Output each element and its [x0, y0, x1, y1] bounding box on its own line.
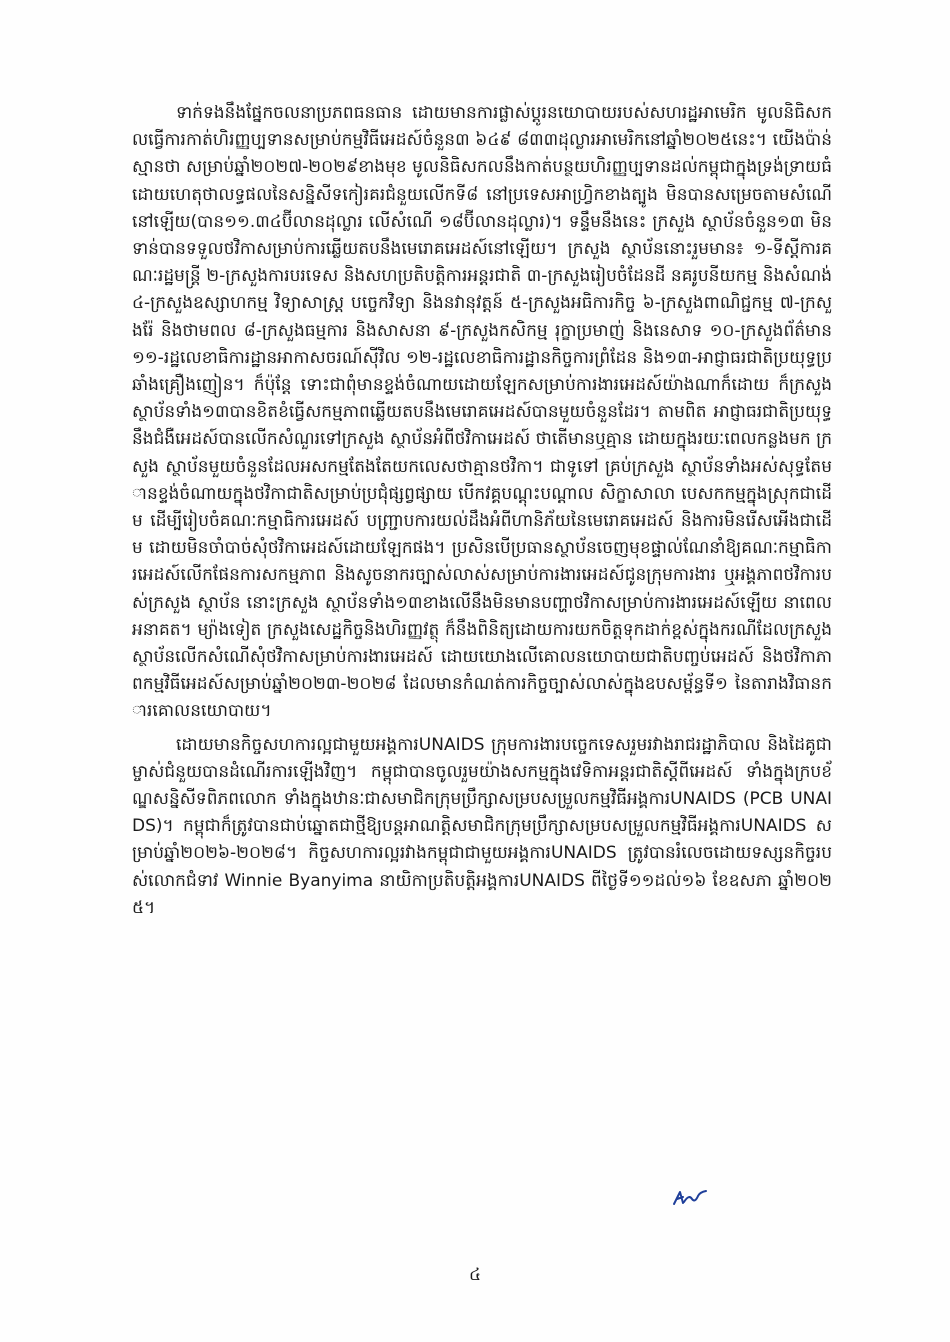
- page-number: ៤: [468, 1265, 482, 1285]
- paragraph-resource-mobilization: ទាក់ទងនឹងផ្នែកចលនាប្រភពធនធាន ដោយមានការផ្លាស់ប្តូរនយោបាយរបស់សហរដ្ឋអាមេរិក មូលនិធិសកលធ្វើការកាត់ហិរញ្ញប្បទានសម្រាប់កម្មវិធីអេដស៍ចំនួន៣ ៦៤៩ ៨៣៣ដុល្លារអាមេរិកនៅឆ្នាំ២០២៥នេះ។ យើងប៉ាន់ស្មានថា សម្រាប់ឆ្នាំ២០២៧-២០២៩ខាងមុខ មូលនិធិសកលនឹងកាត់បន្ថយហិរញ្ញប្បទានដល់កម្ពុជាក្នុងទ្រង់ទ្រាយធំ ដោយហេតុថាលទ្ធផលនៃសន្និសីទកៀរគរជំនួយលើកទី៨ នៅប្រទេសអាហ្វ្រិកខាងត្បូង មិនបានសម្រេចតាមសំណើនៅឡើយ(បាន១១.៣៤ប៊ីលានដុល្លារ លើសំណើ ១៨ប៊ីលានដុល្លារ)។ ទន្ទឹមនឹងនេះ ក្រសួង ស្ថាប័នចំនួន១៣ មិនទាន់បានទទួលថវិកាសម្រាប់ការឆ្លើយតបនឹងមេរោគអេដស៍នៅឡើយ។ ក្រសួង ស្ថាប័ននោះរួមមាន៖ ១-ទីស្តីការគណៈរដ្ឋមន្ត្រី ២-ក្រសួងការបរទេស និងសហប្រតិបត្តិការអន្តរជាតិ ៣-ក្រសួងរៀបចំដែនដី នគរូបនីយកម្ម និងសំណង់ ៤-ក្រសួងឧស្សាហកម្ម វិទ្យាសាស្ត្រ បច្ចេកវិទ្យា និងនវានុវត្តន៍ ៥-ក្រសួងអធិការកិច្ច ៦-ក្រសួងពាណិជ្ជកម្ម ៧-ក្រសួងរ៉ែ និងថាមពល ៨-ក្រសួងធម្មការ និងសាសនា ៩-ក្រសួងកសិកម្ម រុក្ខាប្រមាញ់ និងនេសាទ ១០-ក្រសួងព័ត៌មាន ១១-រដ្ឋលេខាធិការដ្ឋានអាកាសចរណ៍ស៊ីវិល ១២-រដ្ឋលេខាធិការដ្ឋានកិច្ចការព្រំដែន និង១៣-អាជ្ញាធរជាតិប្រយុទ្ធប្រឆាំងគ្រឿងញៀន។ ក៏ប៉ុន្តែ ទោះជាពុំមានខ្ទង់ចំណាយដោយឡែកសម្រាប់ការងារអេដស៍យ៉ាងណាក៏ដោយ ក៏ក្រសួង ស្ថាប័នទាំង១៣បានខិតខំធ្វើសកម្មភាពឆ្លើយតបនឹងមេរោគអេដស៍បានមួយចំនួនដែរ។ តាមពិត អាជ្ញាធរជាតិប្រយុទ្ធនឹងជំងឺអេដស៍បានលើកសំណួរទៅក្រសួង ស្ថាប័នអំពីថវិកាអេដស៍ ថាតើមានឬគ្មាន ដោយក្នុងរយៈពេលកន្លងមក ក្រសួង ស្ថាប័នមួយចំនួនដែលអសកម្មតែងតែយកលេសថាគ្មានថវិកា។ ជាទូទៅ គ្រប់ក្រសួង ស្ថាប័នទាំងអស់សុទ្ធតែមានខ្ទង់ចំណាយក្នុងថវិកាជាតិសម្រាប់ប្រជុំផ្សព្វផ្សាយ បើកវគ្គបណ្តុះបណ្តាល សិក្ខាសាលា បេសកកម្មក្នុងស្រុកជាដើម ដើម្បីរៀបចំគណៈកម្មាធិការអេដស៍ បញ្ជ្រាបការយល់ដឹងអំពីហានិភ័យនៃមេរោគអេដស៍ និងការមិនរើសអើងជាដើម ដោយមិនចាំបាច់សុំថវិកាអេដស៍ដោយឡែកផង។ ប្រសិនបើប្រធានស្ថាប័នចេញមុខផ្ទាល់ណែនាំឱ្យគណៈកម្មាធិការអេដស៍លើកផែនការសកម្មភាព និងសូចនាករច្បាស់លាស់សម្រាប់ការងារអេដស៍ជូនក្រុមការងារ ឬអង្គភាពថវិការបស់ក្រសួង ស្ថាប័ន នោះក្រសួង ស្ថាប័នទាំង១៣ខាងលើនឹងមិនមានបញ្ហាថវិកាសម្រាប់ការងារអេដស៍ឡើយ នាពេលអនាគត។ ម្យ៉ាងទៀត ក្រសួងសេដ្ឋកិច្ចនិងហិរញ្ញវត្ថុ ក៏នឹងពិនិត្យដោយការយកចិត្តទុកដាក់ខ្ពស់ក្នុងករណីដែលក្រសួង ស្ថាប័នលើកសំណើសុំថវិកាសម្រាប់ការងារអេដស៍ ដោយយោងលើគោលនយោបាយជាតិបញ្ចប់អេដស៍ និងថវិកាភាពកម្មវិធីអេដស៍សម្រាប់ឆ្នាំ២០២៣-២០២៨ ដែលមានកំណត់ការកិច្ចច្បាស់លាស់ក្នុងឧបសម្ព័ន្ធទី១ នៃតារាងវិធានការគោលនយោបាយ។: [132, 103, 832, 722]
- body-text: [132, 100, 832, 922]
- handwritten-initials-icon: [672, 1188, 708, 1208]
- paragraph-unaids-cooperation: ដោយមានកិច្ចសហការល្អជាមួយអង្គការUNAIDS ក្រុមការងារបច្ចេកទេសរួមរវាងរាជរដ្ឋាភិបាល និងដៃគូជាម្ចាស់ជំនួយបានដំណើរការឡើងវិញ។ កម្ពុជាបានចូលរួមយ៉ាងសកម្មក្នុងវេទិកាអន្តរជាតិស្តីពីអេដស៍ ទាំងក្នុងក្របខ័ណ្ឌសន្និសីទពិភពលោក ទាំងក្នុងឋានៈជាសមាជិកក្រុមប្រឹក្សាសម្របសម្រួលកម្មវិធីអង្គការUNAIDS (PCB UNAIDS)។ កម្ពុជាក៏ត្រូវបានជាប់ឆ្នោតជាថ្មីឱ្យបន្តអាណត្តិសមាជិកក្រុមប្រឹក្សាសម្របសម្រួលកម្មវិធីអង្គការUNAIDS សម្រាប់ឆ្នាំ២០២៦-២០២៨។ កិច្ចសហការល្អរវាងកម្ពុជាជាមួយអង្គការUNAIDS ត្រូវបានរំលេចដោយទស្សនកិច្ចរបស់លោកជំទាវ Winnie Byanyima នាយិកាប្រតិបត្តិអង្គការUNAIDS ពីថ្ងៃទី១១ដល់១៦ ខែឧសភា ឆ្នាំ២០២៥។: [132, 734, 832, 918]
